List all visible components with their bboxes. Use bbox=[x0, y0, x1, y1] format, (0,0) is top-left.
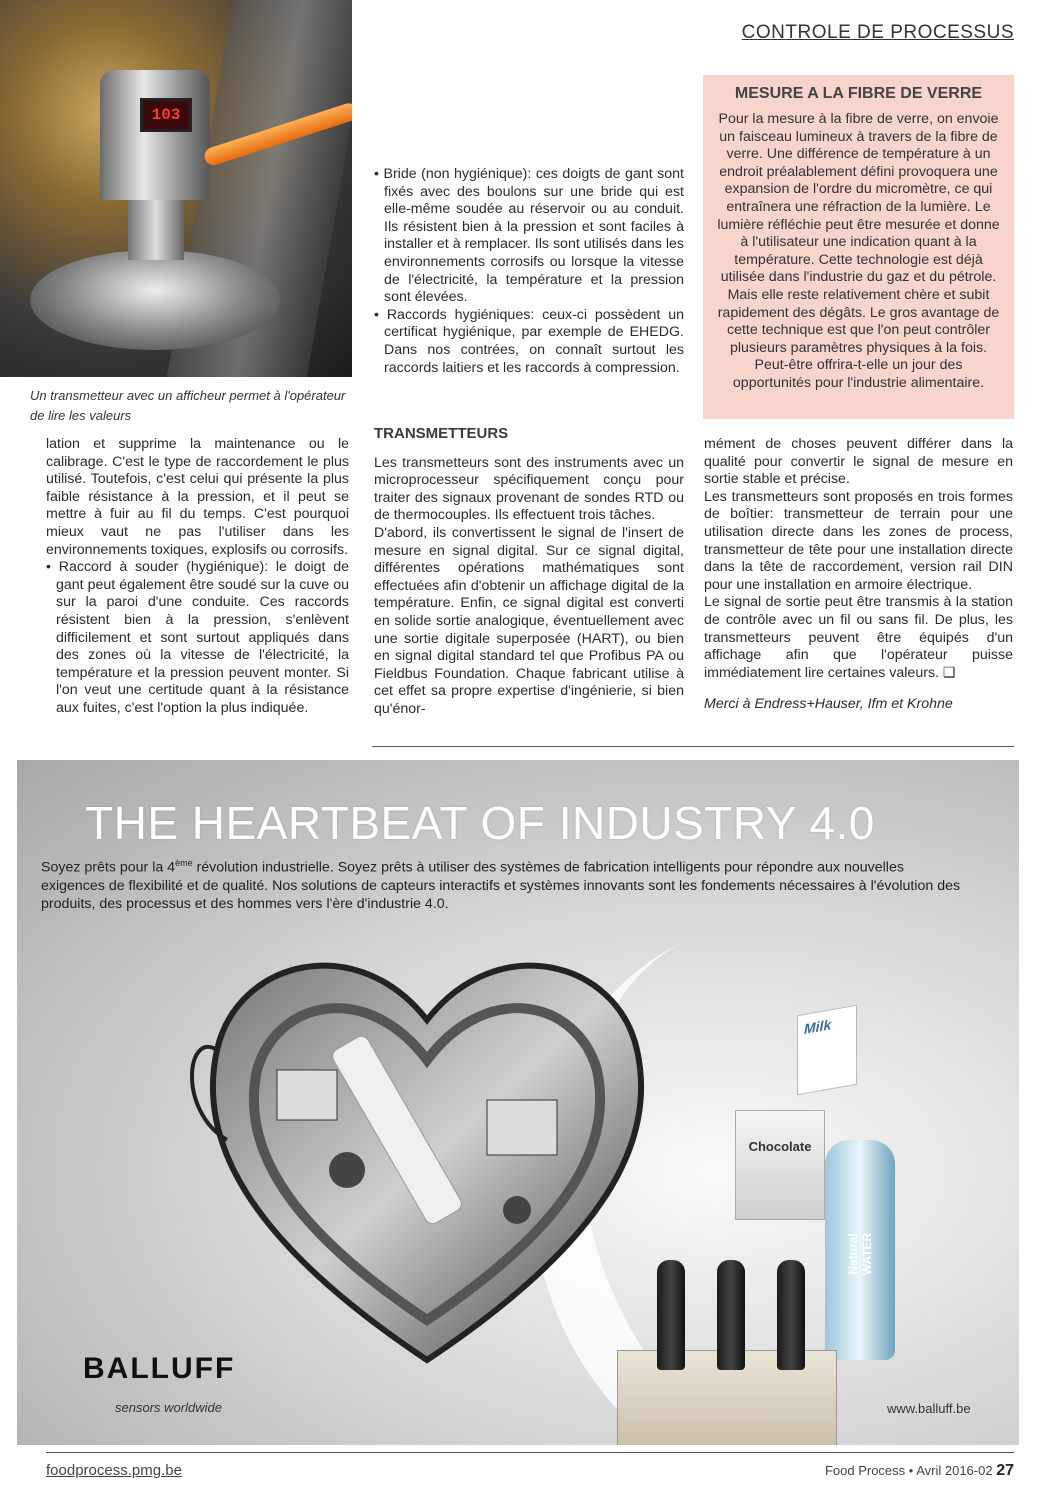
sensor-neck bbox=[128, 200, 184, 260]
brand-tagline: sensors worldwide bbox=[115, 1400, 222, 1415]
beer-bottle bbox=[777, 1260, 805, 1370]
footer-site-link[interactable]: foodprocess.pmg.be bbox=[46, 1462, 182, 1479]
flange bbox=[30, 250, 280, 350]
sidebar-title: MESURE A LA FIBRE DE VERRE bbox=[734, 85, 983, 102]
water-label: Natural WATER bbox=[846, 1232, 874, 1276]
footer-issue bbox=[825, 1462, 1014, 1480]
heart-machine-illustration bbox=[187, 910, 667, 1370]
beer-bottle bbox=[717, 1260, 745, 1370]
paragraph: Les transmetteurs sont des instruments avec un microprocesseur spécifiquement conçu pour traiter des signaux provenant de sondes RTD ou de thermocouples. Ils effectuent trois tâches. bbox=[374, 454, 684, 524]
column-2-top bbox=[374, 166, 684, 377]
chocolate-box bbox=[735, 1110, 825, 1220]
divider bbox=[372, 746, 1014, 747]
paragraph: lation et supprime la maintenance ou le calibrage. C'est le type de raccordement le plus utilisé. Toutefois, c'est celui qui présente la plus faible résistance à la pression, et il peut se mettre à fuir au fil du temps. C'est pourquoi mieux vaut ne pas l'utiliser dans les environnements toxiques, explosifs ou corrosifs. bbox=[46, 436, 349, 558]
ad-title: THE HEARTBEAT OF INDUSTRY 4.0 bbox=[85, 797, 875, 849]
sensor-body bbox=[100, 70, 210, 200]
paragraph: mément de choses peuvent différer dans la qualité pour convertir le signal de mesure en sortie stable et précise. bbox=[704, 436, 1013, 488]
sidebar-box bbox=[703, 75, 1014, 419]
sidebar-body: Pour la mesure à la fibre de verre, on envoie un faisceau lumineux à travers de la fibre de verre. Une différence de température à un endroit préalablement défini provoquera une expansion de l'ordre du micromètre, ce qui entraînera une réfraction de la lumière. Le lumière réfléchie peut être mesurée et donne à l'utilisateur une indication quant à la température. Cette technologie est déjà utilisée dans l'industrie du gaz et du pétrole. Mais elle reste relativement chère et subit rapidement des dégâts. Le gros avantage de cette technique est que l'on peut contrôler plusieurs paramètres physiques à la fois. Peut-être offrira-t-elle un jour des opportunités pour l'industrie alimentaire. bbox=[717, 111, 1000, 391]
transmitter-photo bbox=[0, 0, 352, 377]
paragraph: D'abord, ils convertissent le signal de l'insert de mesure en signal digital. Sur ce signal digital, différentes opérations mathématiques sont effectuées afin d'obtenir un affichage digital de la température. Enfin, ce signal digital est converti en solide sortie analogique, éventuellement avec une sortie digitale superposée (HART), ou bien en signal digital standard tel que Profibus PA ou Fieldbus Foundation. Chaque fabricant utilise à cet effet sa propre expertise d'ingénierie, si bien qu'énor- bbox=[374, 524, 684, 717]
section-header: CONTROLE DE PROCESSUS bbox=[741, 22, 1014, 43]
column-2-bottom bbox=[374, 425, 684, 719]
footer-divider bbox=[46, 1452, 1014, 1453]
sensor-display bbox=[140, 98, 192, 132]
section-heading: TRANSMETTEURS bbox=[374, 425, 509, 442]
water-bottle bbox=[825, 1140, 895, 1360]
bullet-item: • Raccord à souder (hygiénique): le doigt de gant peut également être soudé sur la cuve ou sur la paroi d'une conduite. Ces raccords résistent bien à la pression, s'enlèvent difficilement et sont surtout appliqués dans des zones où la vitesse de l'électricité, la température et la pression peuvent monter. Si l'on veut une certitude quant à la résistance aux fuites, c'est l'option la plus indiquée. bbox=[46, 559, 349, 716]
issue-label: Food Process • Avril 2016-02 bbox=[824, 1463, 993, 1478]
paragraph: Les transmetteurs sont proposés en trois formes de boîtier: transmetteur de terrain pour une utilisation directe dans les zones de process, transmetteur de tête pour une installation directe dans la tête de raccordement, version rail DIN pour une installation en armoire électrique. bbox=[704, 488, 1013, 593]
display-digits: 103 bbox=[151, 106, 181, 124]
milk-label: Milk bbox=[804, 1016, 832, 1038]
ad-url[interactable]: www.balluff.be bbox=[887, 1401, 971, 1416]
ad-text-post: révolution industrielle. Soyez prêts à utiliser des systèmes de fabrication intelligents pour répondre aux nouvelles exigences de flexibilité et de qualité. Nos solutions de capteurs interactifs et systèmes innovants sont les fondements nécessaires à l'évolution des produits, des processus et des hommes vers l'ère d'industrie 4.0. bbox=[41, 859, 961, 912]
acknowledgement: Merci à Endress+Hauser, Ifm et Krohne bbox=[704, 696, 953, 713]
choco-label: Chocolate bbox=[748, 1139, 812, 1154]
ad-text bbox=[41, 854, 961, 913]
beer-bottle bbox=[657, 1260, 685, 1370]
paragraph: Le signal de sortie peut être transmis à la station de contrôle avec un fil ou sans fil. De plus, les transmetteurs peuvent être équipés d'un affichage afin que l'opérateur puisse immédiatement lire certaines valeurs. ❑ bbox=[704, 594, 1013, 681]
advertisement bbox=[17, 760, 1019, 1445]
photo-caption: Un transmetteur avec un afficheur permet à l'opérateur de lire les valeurs bbox=[30, 388, 346, 423]
column-3 bbox=[704, 436, 1013, 714]
bullet-item: • Raccords hygiéniques: ceux-ci possèdent un certificat hygiénique, par exemple de EHEDG. Dans nos contrées, on connaît surtout les raccords laitiers et les raccords à compression. bbox=[374, 306, 684, 376]
bullet-item: • Bride (non hygiénique): ces doigts de gant sont fixés avec des boulons sur une bride qui est elle-même soudée au réservoir ou au conduit. Ils résistent bien à la pression et sont faciles à installer et à remplacer. Ils sont utilisés dans les environnements corrosifs ou lorsque la vitesse de l'électricité, la température et la pression sont élevées. bbox=[374, 166, 684, 306]
brand-logo: BALLUFF bbox=[83, 1352, 236, 1385]
ad-text-sup: ème bbox=[175, 858, 193, 868]
milk-carton bbox=[797, 1005, 857, 1096]
page-number: 27 bbox=[996, 1462, 1014, 1479]
ad-text-pre: Soyez prêts pour la 4 bbox=[41, 859, 176, 876]
heart-machine-svg bbox=[187, 910, 667, 1370]
column-1 bbox=[46, 436, 349, 718]
